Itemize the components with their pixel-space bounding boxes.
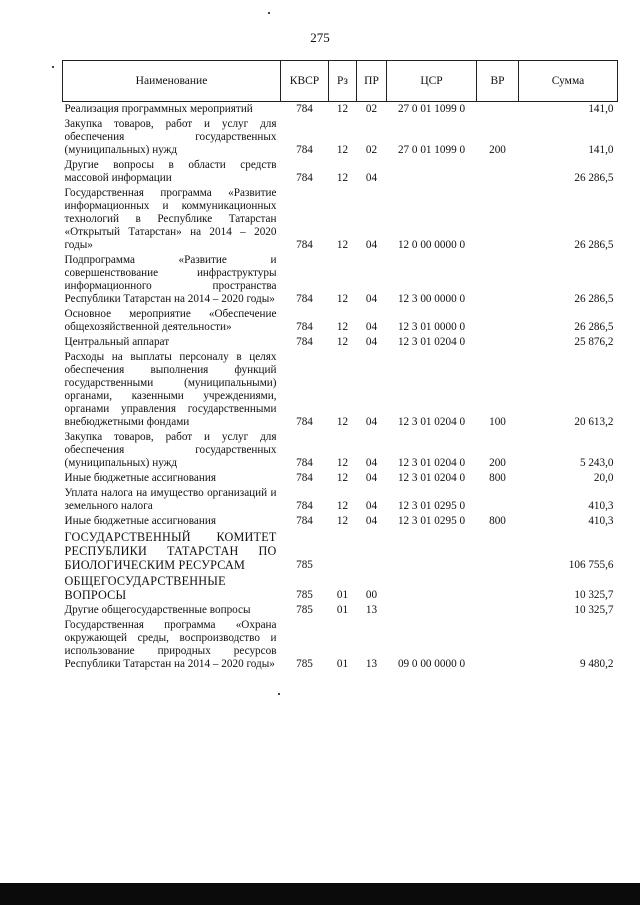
row-vr <box>477 335 519 350</box>
table-row <box>63 253 618 307</box>
row-sum: 9 480,2 <box>579 658 614 670</box>
header-csr: ЦСР <box>387 61 477 102</box>
table-row <box>63 618 618 672</box>
scan-edge-band <box>0 883 640 905</box>
row-pr: 02 <box>365 103 378 115</box>
table-row <box>63 186 618 253</box>
row-name: Государственная программа «Охрана окружающей среды, воспроизводство и использование природных ресурсов Республики Татарстан на 2014 – 2020 годы» <box>64 619 277 670</box>
row-rz: 01 <box>336 604 349 616</box>
row-name: Подпрограмма «Развитие и совершенствование инфраструктуры информационного пространства Республики Татарстан на 2014 – 2020 годы» <box>64 254 277 305</box>
row-sum: 26 286,5 <box>574 172 614 184</box>
row-csr: 12 3 01 0295 0 <box>397 515 466 527</box>
row-rz: 01 <box>336 658 349 670</box>
row-vr <box>477 529 519 573</box>
row-csr: 27 0 01 1099 0 <box>397 103 466 115</box>
row-name: Основное мероприятие «Обеспечение общехозяйственной деятельности» <box>64 308 277 333</box>
table-row <box>63 117 618 158</box>
row-pr: 04 <box>365 172 378 184</box>
row-vr: 200 <box>489 457 506 469</box>
row-vr <box>477 253 519 307</box>
row-vr <box>477 486 519 514</box>
row-vr <box>477 158 519 186</box>
row-rz: 01 <box>336 589 349 601</box>
row-rz: 12 <box>336 239 349 251</box>
row-kvsr: 784 <box>296 293 313 305</box>
row-name: Другие общегосударственные вопросы <box>64 604 251 616</box>
row-vr <box>477 186 519 253</box>
row-kvsr: 784 <box>296 103 313 115</box>
row-rz: 12 <box>336 500 349 512</box>
row-sum: 25 876,2 <box>574 336 614 348</box>
table-header-row <box>63 61 618 102</box>
row-kvsr: 785 <box>296 604 313 616</box>
row-kvsr: 784 <box>296 472 313 484</box>
row-name: ГОСУДАРСТВЕННЫЙ КОМИТЕТ РЕСПУБЛИКИ ТАТАРСТАН ПО БИОЛОГИЧЕСКИМ РЕСУРСАМ <box>64 530 277 572</box>
table-row <box>63 102 618 118</box>
row-rz: 12 <box>336 293 349 305</box>
header-sum: Сумма <box>519 61 618 102</box>
row-sum: 410,3 <box>588 500 614 512</box>
header-pr: ПР <box>357 61 387 102</box>
row-rz: 12 <box>336 457 349 469</box>
row-kvsr: 785 <box>296 658 313 670</box>
row-rz <box>329 529 357 573</box>
row-rz: 12 <box>336 321 349 333</box>
row-rz: 12 <box>336 515 349 527</box>
table-row <box>63 430 618 471</box>
row-pr: 00 <box>365 589 378 601</box>
row-csr <box>387 573 477 603</box>
row-rz: 12 <box>336 416 349 428</box>
row-kvsr: 784 <box>296 416 313 428</box>
row-name: Уплата налога на имущество организаций и земельного налога <box>64 487 277 512</box>
row-sum: 5 243,0 <box>579 457 614 469</box>
row-vr <box>477 307 519 335</box>
row-csr: 12 3 01 0204 0 <box>397 336 466 348</box>
row-sum: 26 286,5 <box>574 239 614 251</box>
row-csr: 12 3 01 0204 0 <box>397 472 466 484</box>
row-kvsr: 784 <box>296 336 313 348</box>
row-rz: 12 <box>336 172 349 184</box>
row-vr: 800 <box>489 472 506 484</box>
row-rz: 12 <box>336 472 349 484</box>
row-kvsr: 784 <box>296 500 313 512</box>
table-row <box>63 529 618 573</box>
row-pr: 04 <box>365 416 378 428</box>
row-csr: 12 3 01 0000 0 <box>397 321 466 333</box>
row-rz: 12 <box>336 336 349 348</box>
row-pr <box>357 529 387 573</box>
table-row <box>63 514 618 529</box>
row-sum: 26 286,5 <box>574 293 614 305</box>
row-csr: 12 3 01 0204 0 <box>397 457 466 469</box>
row-csr <box>387 603 477 618</box>
row-vr: 100 <box>489 416 506 428</box>
row-pr: 04 <box>365 336 378 348</box>
row-sum: 141,0 <box>588 144 614 156</box>
row-csr <box>387 158 477 186</box>
row-vr <box>477 102 519 118</box>
row-name: Иные бюджетные ассигнования <box>64 472 216 484</box>
header-name: Наименование <box>63 61 281 102</box>
row-kvsr: 784 <box>296 172 313 184</box>
budget-table <box>62 60 618 672</box>
row-sum: 141,0 <box>588 103 614 115</box>
row-kvsr: 784 <box>296 515 313 527</box>
row-csr: 12 3 00 0000 0 <box>397 293 466 305</box>
row-sum: 10 325,7 <box>574 604 614 616</box>
header-kvsr: КВСР <box>281 61 329 102</box>
row-kvsr: 784 <box>296 144 313 156</box>
row-pr: 04 <box>365 515 378 527</box>
row-pr: 02 <box>365 144 378 156</box>
row-csr: 12 3 01 0204 0 <box>397 416 466 428</box>
row-name: Реализация программных мероприятий <box>64 103 253 115</box>
row-pr: 04 <box>365 457 378 469</box>
table-row <box>63 307 618 335</box>
row-kvsr: 785 <box>296 589 313 601</box>
scan-speck <box>52 66 54 68</box>
row-vr: 200 <box>489 144 506 156</box>
row-kvsr: 784 <box>296 457 313 469</box>
row-kvsr: 784 <box>296 239 313 251</box>
table-row <box>63 573 618 603</box>
row-vr <box>477 618 519 672</box>
row-csr: 12 3 01 0295 0 <box>397 500 466 512</box>
row-kvsr: 784 <box>296 321 313 333</box>
row-sum: 10 325,7 <box>574 589 614 601</box>
row-csr <box>387 529 477 573</box>
row-vr <box>477 603 519 618</box>
row-pr: 04 <box>365 321 378 333</box>
row-kvsr: 785 <box>296 559 313 571</box>
scan-speck <box>278 693 280 695</box>
row-csr: 12 0 00 0000 0 <box>397 239 466 251</box>
row-csr: 09 0 00 0000 0 <box>397 658 466 670</box>
row-sum: 26 286,5 <box>574 321 614 333</box>
page-number: 275 <box>310 30 330 45</box>
table-row <box>63 471 618 486</box>
row-name: Центральный аппарат <box>64 336 170 348</box>
row-name: Иные бюджетные ассигнования <box>64 515 216 527</box>
table-row <box>63 603 618 618</box>
row-name: Расходы на выплаты персоналу в целях обеспечения выполнения функций государственными (муниципальными) органами, казенными учреждениями, органами управления государственными внебюджетными фондами <box>64 351 277 428</box>
row-sum: 106 755,6 <box>568 559 614 571</box>
row-name: Закупка товаров, работ и услуг для обеспечения государственных (муниципальных) нужд <box>64 431 277 469</box>
row-name: ОБЩЕГОСУДАРСТВЕННЫЕ ВОПРОСЫ <box>64 574 226 602</box>
table-row <box>63 158 618 186</box>
row-pr: 04 <box>365 500 378 512</box>
row-name: Закупка товаров, работ и услуг для обеспечения государственных (муниципальных) нужд <box>64 118 277 156</box>
row-rz: 12 <box>336 144 349 156</box>
row-vr: 800 <box>489 515 506 527</box>
row-sum: 20 613,2 <box>574 416 614 428</box>
table-row <box>63 335 618 350</box>
table-row <box>63 486 618 514</box>
row-sum: 410,3 <box>588 515 614 527</box>
row-rz: 12 <box>336 103 349 115</box>
table-row <box>63 350 618 430</box>
scan-speck <box>268 12 270 14</box>
header-rz: Рз <box>329 61 357 102</box>
row-pr: 04 <box>365 239 378 251</box>
header-vr: ВР <box>477 61 519 102</box>
row-pr: 04 <box>365 293 378 305</box>
row-sum: 20,0 <box>593 472 614 484</box>
row-name: Государственная программа «Развитие информационных и коммуникационных технологий в Республике Татарстан «Открытый Татарстан» на 2014 – 2020 годы» <box>64 187 277 251</box>
row-csr: 27 0 01 1099 0 <box>397 144 466 156</box>
row-pr: 04 <box>365 472 378 484</box>
row-vr <box>477 573 519 603</box>
row-pr: 13 <box>365 658 378 670</box>
row-name: Другие вопросы в области средств массовой информации <box>64 159 277 184</box>
row-pr: 13 <box>365 604 378 616</box>
